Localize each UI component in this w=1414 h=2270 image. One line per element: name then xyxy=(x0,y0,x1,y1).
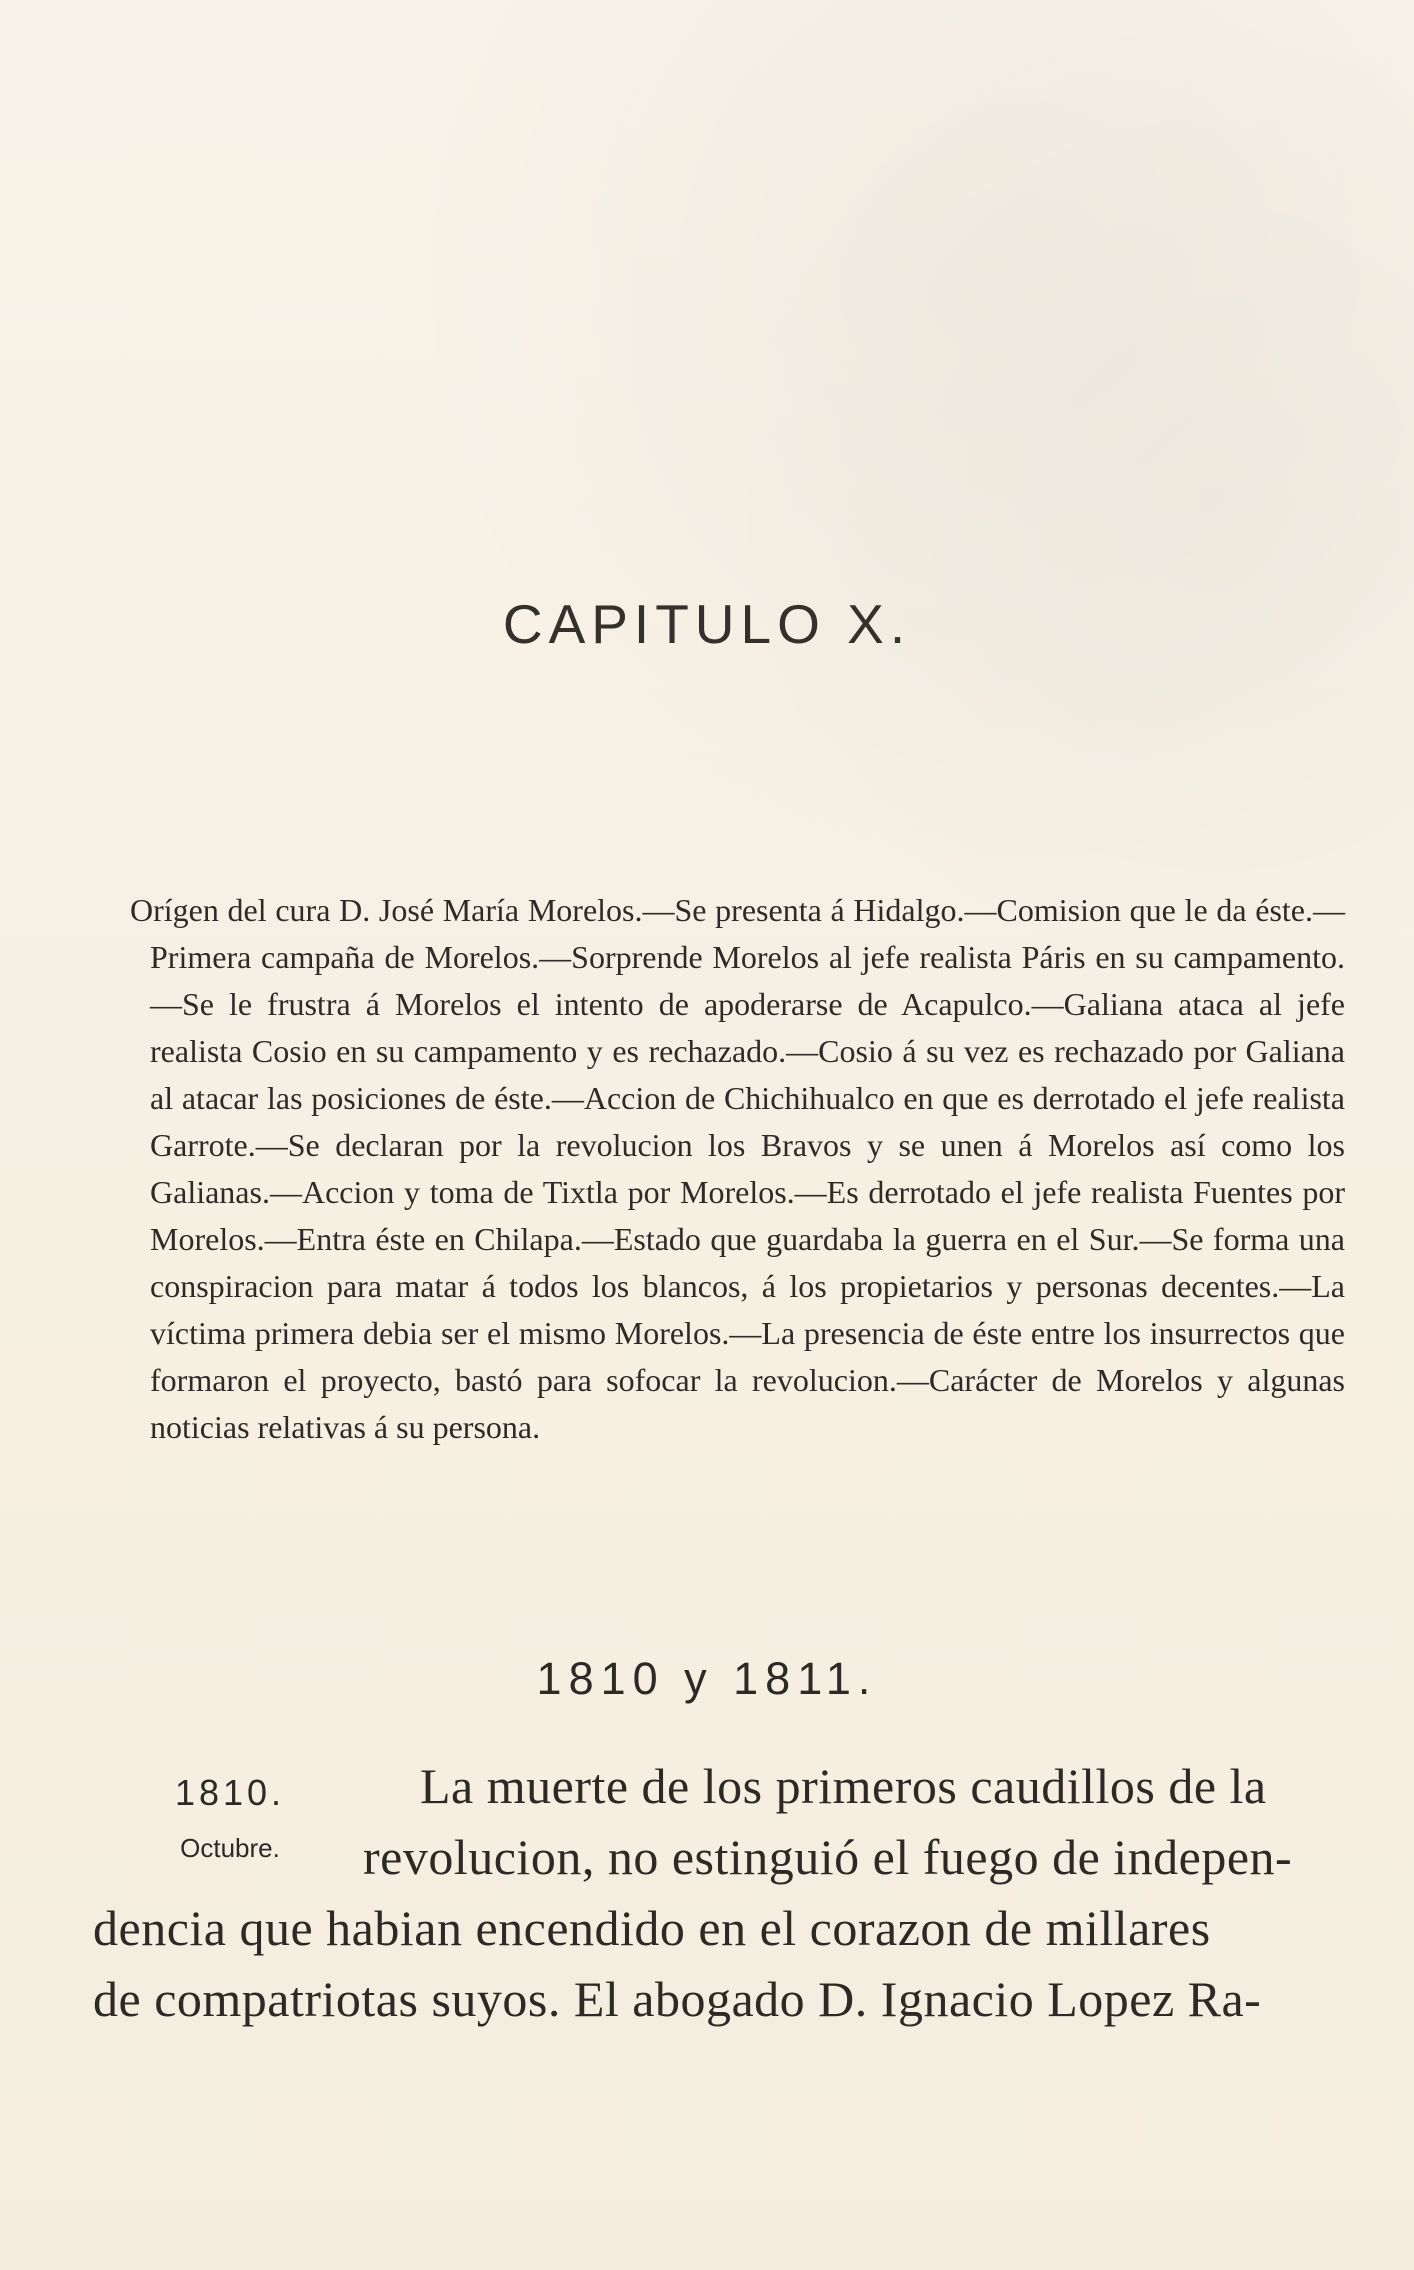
margin-month: Octubre. xyxy=(180,1833,280,1863)
chapter-title: CAPITULO X. xyxy=(502,593,912,655)
body-line-4: de compatriotas suyos. El abogado D. Ignacio Lopez Ra- xyxy=(93,1971,1262,2027)
margin-year: 1810. xyxy=(174,1772,286,1813)
section-years: 1810 y 1811. xyxy=(536,1653,878,1704)
body-line-3: dencia que habian encendido en el corazon de millares xyxy=(93,1900,1211,1956)
body-line-1: La muerte de los primeros caudillos de la xyxy=(420,1758,1267,1814)
chapter-summary-text: Orígen del cura D. José María Morelos.—Se presenta á Hidalgo.—Comision que le da éste.—Primera campaña de Morelos.—Sorprende Morelos al jefe realista Páris en su campamento.—Se le frustra á Morelos el intento de apoderarse de Acapulco.—Galiana ataca al jefe realista Cosio en su campamento y es rechazado.—Cosio á su vez es rechazado por Galiana al atacar las posiciones de éste.—Accion de Chichihualco en que es derrotado el jefe realista Garrote.—Se declaran por la revolucion los Bravos y se unen á Morelos así como los Galianas.—Accion y toma de Tixtla por Morelos.—Es derrotado el jefe realista Fuentes por Morelos.—Entra éste en Chilapa.—Estado que guardaba la guerra en el Sur.—Se forma una conspiracion para matar á todos los blancos, á los propietarios y personas decentes.—La víctima primera debia ser el mismo Morelos.—La presencia de éste entre los insurrectos que formaron el proyecto, bastó para sofocar la revolucion.—Carácter de Morelos y algunas noticias relativas á su persona. xyxy=(130,892,1345,1445)
body-paragraph xyxy=(93,1751,1338,2171)
chapter-summary xyxy=(130,887,1345,1451)
body-line-2: revolucion, no estinguió el fuego de indepen- xyxy=(363,1829,1293,1885)
